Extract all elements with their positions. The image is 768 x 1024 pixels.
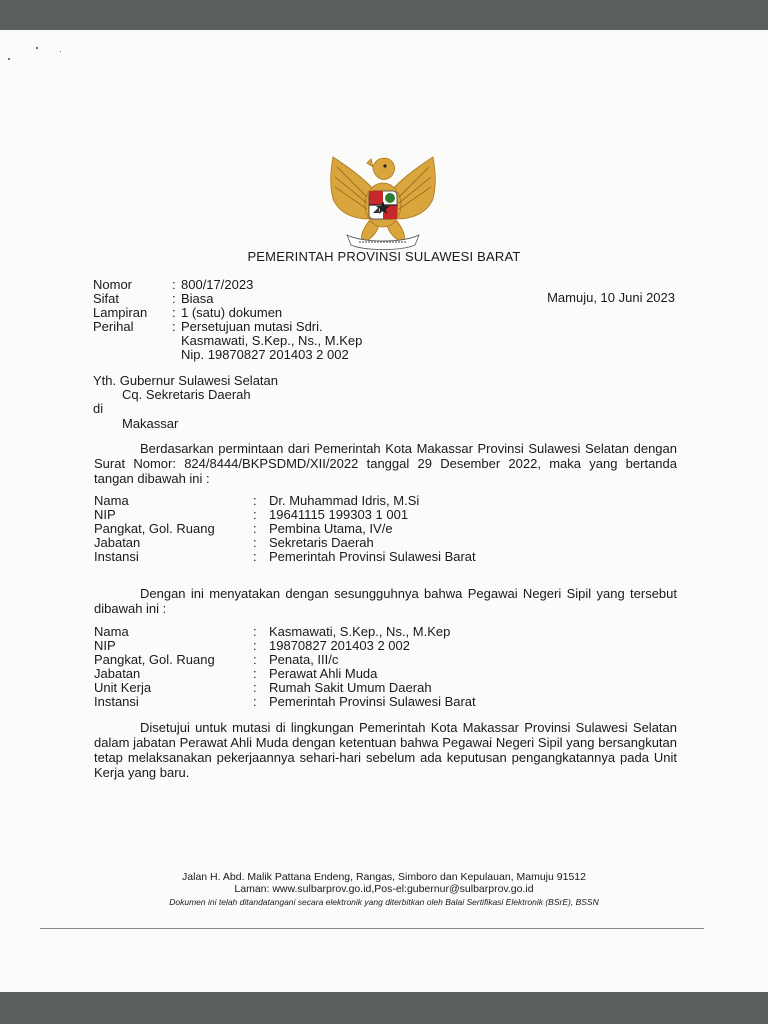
sifat-value: Biasa bbox=[181, 291, 214, 306]
nomor-label: Nomor bbox=[93, 277, 133, 292]
perihal-line-3: Nip. 19870827 201403 2 002 bbox=[181, 347, 349, 362]
signatory-jabatan-value: Sekretaris Daerah bbox=[269, 535, 374, 550]
body-paragraph-2: Dengan ini menyatakan dengan sesungguhnya bahwa Pegawai Negeri Sipil yang tersebut dibawah ini : bbox=[94, 586, 677, 616]
employee-nip-value: 19870827 201403 2 002 bbox=[269, 638, 410, 653]
recipient-line-4: Makassar bbox=[122, 416, 179, 431]
perihal-line-2: Kasmawati, S.Kep., Ns., M.Kep bbox=[181, 333, 363, 348]
footer-esign-note: Dokumen ini telah ditandatangani secara elektronik yang diterbitkan oleh Balai Sertifikasi Elektronik (BSrE), BSSN bbox=[169, 897, 599, 907]
employee-unit-label: Unit Kerja bbox=[94, 680, 152, 695]
government-title: PEMERINTAH PROVINSI SULAWESI BARAT bbox=[247, 249, 521, 264]
employee-pangkat-colon: : bbox=[253, 652, 257, 667]
employee-jabatan-value: Perawat Ahli Muda bbox=[269, 666, 378, 681]
employee-jabatan-colon: : bbox=[253, 666, 257, 681]
signatory-nip-label: NIP bbox=[94, 507, 116, 522]
nomor-colon: : bbox=[172, 277, 176, 292]
employee-pangkat-value: Penata, III/c bbox=[269, 652, 339, 667]
employee-nip-label: NIP bbox=[94, 638, 116, 653]
lampiran-label: Lampiran bbox=[93, 305, 148, 320]
perihal-line-1: Persetujuan mutasi Sdri. bbox=[181, 319, 323, 334]
lampiran-value: 1 (satu) dokumen bbox=[181, 305, 283, 320]
employee-unit-value: Rumah Sakit Umum Daerah bbox=[269, 680, 432, 695]
employee-instansi-value: Pemerintah Provinsi Sulawesi Barat bbox=[269, 694, 476, 709]
employee-pangkat-label: Pangkat, Gol. Ruang bbox=[94, 652, 215, 667]
signatory-pangkat-colon: : bbox=[253, 521, 257, 536]
employee-nama-value: Kasmawati, S.Kep., Ns., M.Kep bbox=[269, 624, 451, 639]
lampiran-colon: : bbox=[172, 305, 176, 320]
footer-divider bbox=[40, 928, 704, 929]
place-date: Mamuju, 10 Juni 2023 bbox=[547, 290, 675, 305]
perihal-colon: : bbox=[172, 319, 176, 334]
body-paragraph-3: Disetujui untuk mutasi di lingkungan Pemerintah Kota Makassar Provinsi Sulawesi Selatan dalam jabatan Perawat Ahli Muda dengan ketentuan bahwa Pegawai Negeri Sipil yang bersangkutan tetap melaksanakan pekerjaannya sehari-hari sebelum ada keputusan pengangkatannya pada Unit Kerja yang baru. bbox=[94, 720, 677, 780]
signatory-instansi-label: Instansi bbox=[94, 549, 139, 564]
employee-instansi-colon: : bbox=[253, 694, 257, 709]
signatory-pangkat-value: Pembina Utama, IV/e bbox=[269, 521, 393, 536]
signatory-instansi-value: Pemerintah Provinsi Sulawesi Barat bbox=[269, 549, 476, 564]
recipient-line-3: di bbox=[93, 401, 104, 416]
employee-unit-colon: : bbox=[253, 680, 257, 695]
employee-nip-colon: : bbox=[253, 638, 257, 653]
signatory-nip-value: 19641115 199303 1 001 bbox=[269, 507, 409, 522]
signatory-nama-value: Dr. Muhammad Idris, M.Si bbox=[269, 493, 420, 508]
signatory-jabatan-label: Jabatan bbox=[94, 535, 141, 550]
body-paragraph-1: Berdasarkan permintaan dari Pemerintah Kota Makassar Provinsi Sulawesi Selatan dengan Surat Nomor: 824/8444/BKPSDMD/XII/2022 tanggal 29 Desember 2022, maka yang bertanda tangan dibawah ini : bbox=[94, 441, 677, 486]
scan-speck bbox=[8, 58, 10, 60]
signatory-nama-colon: : bbox=[253, 493, 257, 508]
sifat-label: Sifat bbox=[93, 291, 120, 306]
footer-address: Jalan H. Abd. Malik Pattana Endeng, Rangas, Simboro dan Kepulauan, Mamuju 91512 bbox=[182, 871, 586, 883]
letter-page bbox=[0, 30, 768, 992]
employee-nama-label: Nama bbox=[94, 624, 129, 639]
nomor-value: 800/17/2023 bbox=[181, 277, 254, 292]
employee-jabatan-label: Jabatan bbox=[94, 666, 141, 681]
signatory-instansi-colon: : bbox=[253, 549, 257, 564]
recipient-line-1: Yth. Gubernur Sulawesi Selatan bbox=[93, 373, 278, 388]
scan-speck bbox=[36, 47, 38, 49]
signatory-nip-colon: : bbox=[253, 507, 257, 522]
signatory-jabatan-colon: : bbox=[253, 535, 257, 550]
signatory-pangkat-label: Pangkat, Gol. Ruang bbox=[94, 521, 215, 536]
footer-contact: Laman: www.sulbarprov.go.id,Pos-el:gubernur@sulbarprov.go.id bbox=[234, 883, 534, 895]
signatory-nama-label: Nama bbox=[94, 493, 129, 508]
employee-nama-colon: : bbox=[253, 624, 257, 639]
recipient-line-2: Cq. Sekretaris Daerah bbox=[122, 387, 251, 402]
scan-speck bbox=[60, 51, 61, 52]
employee-instansi-label: Instansi bbox=[94, 694, 139, 709]
sifat-colon: : bbox=[172, 291, 176, 306]
perihal-label: Perihal bbox=[93, 319, 134, 334]
garuda-pancasila-emblem-icon bbox=[323, 147, 443, 253]
